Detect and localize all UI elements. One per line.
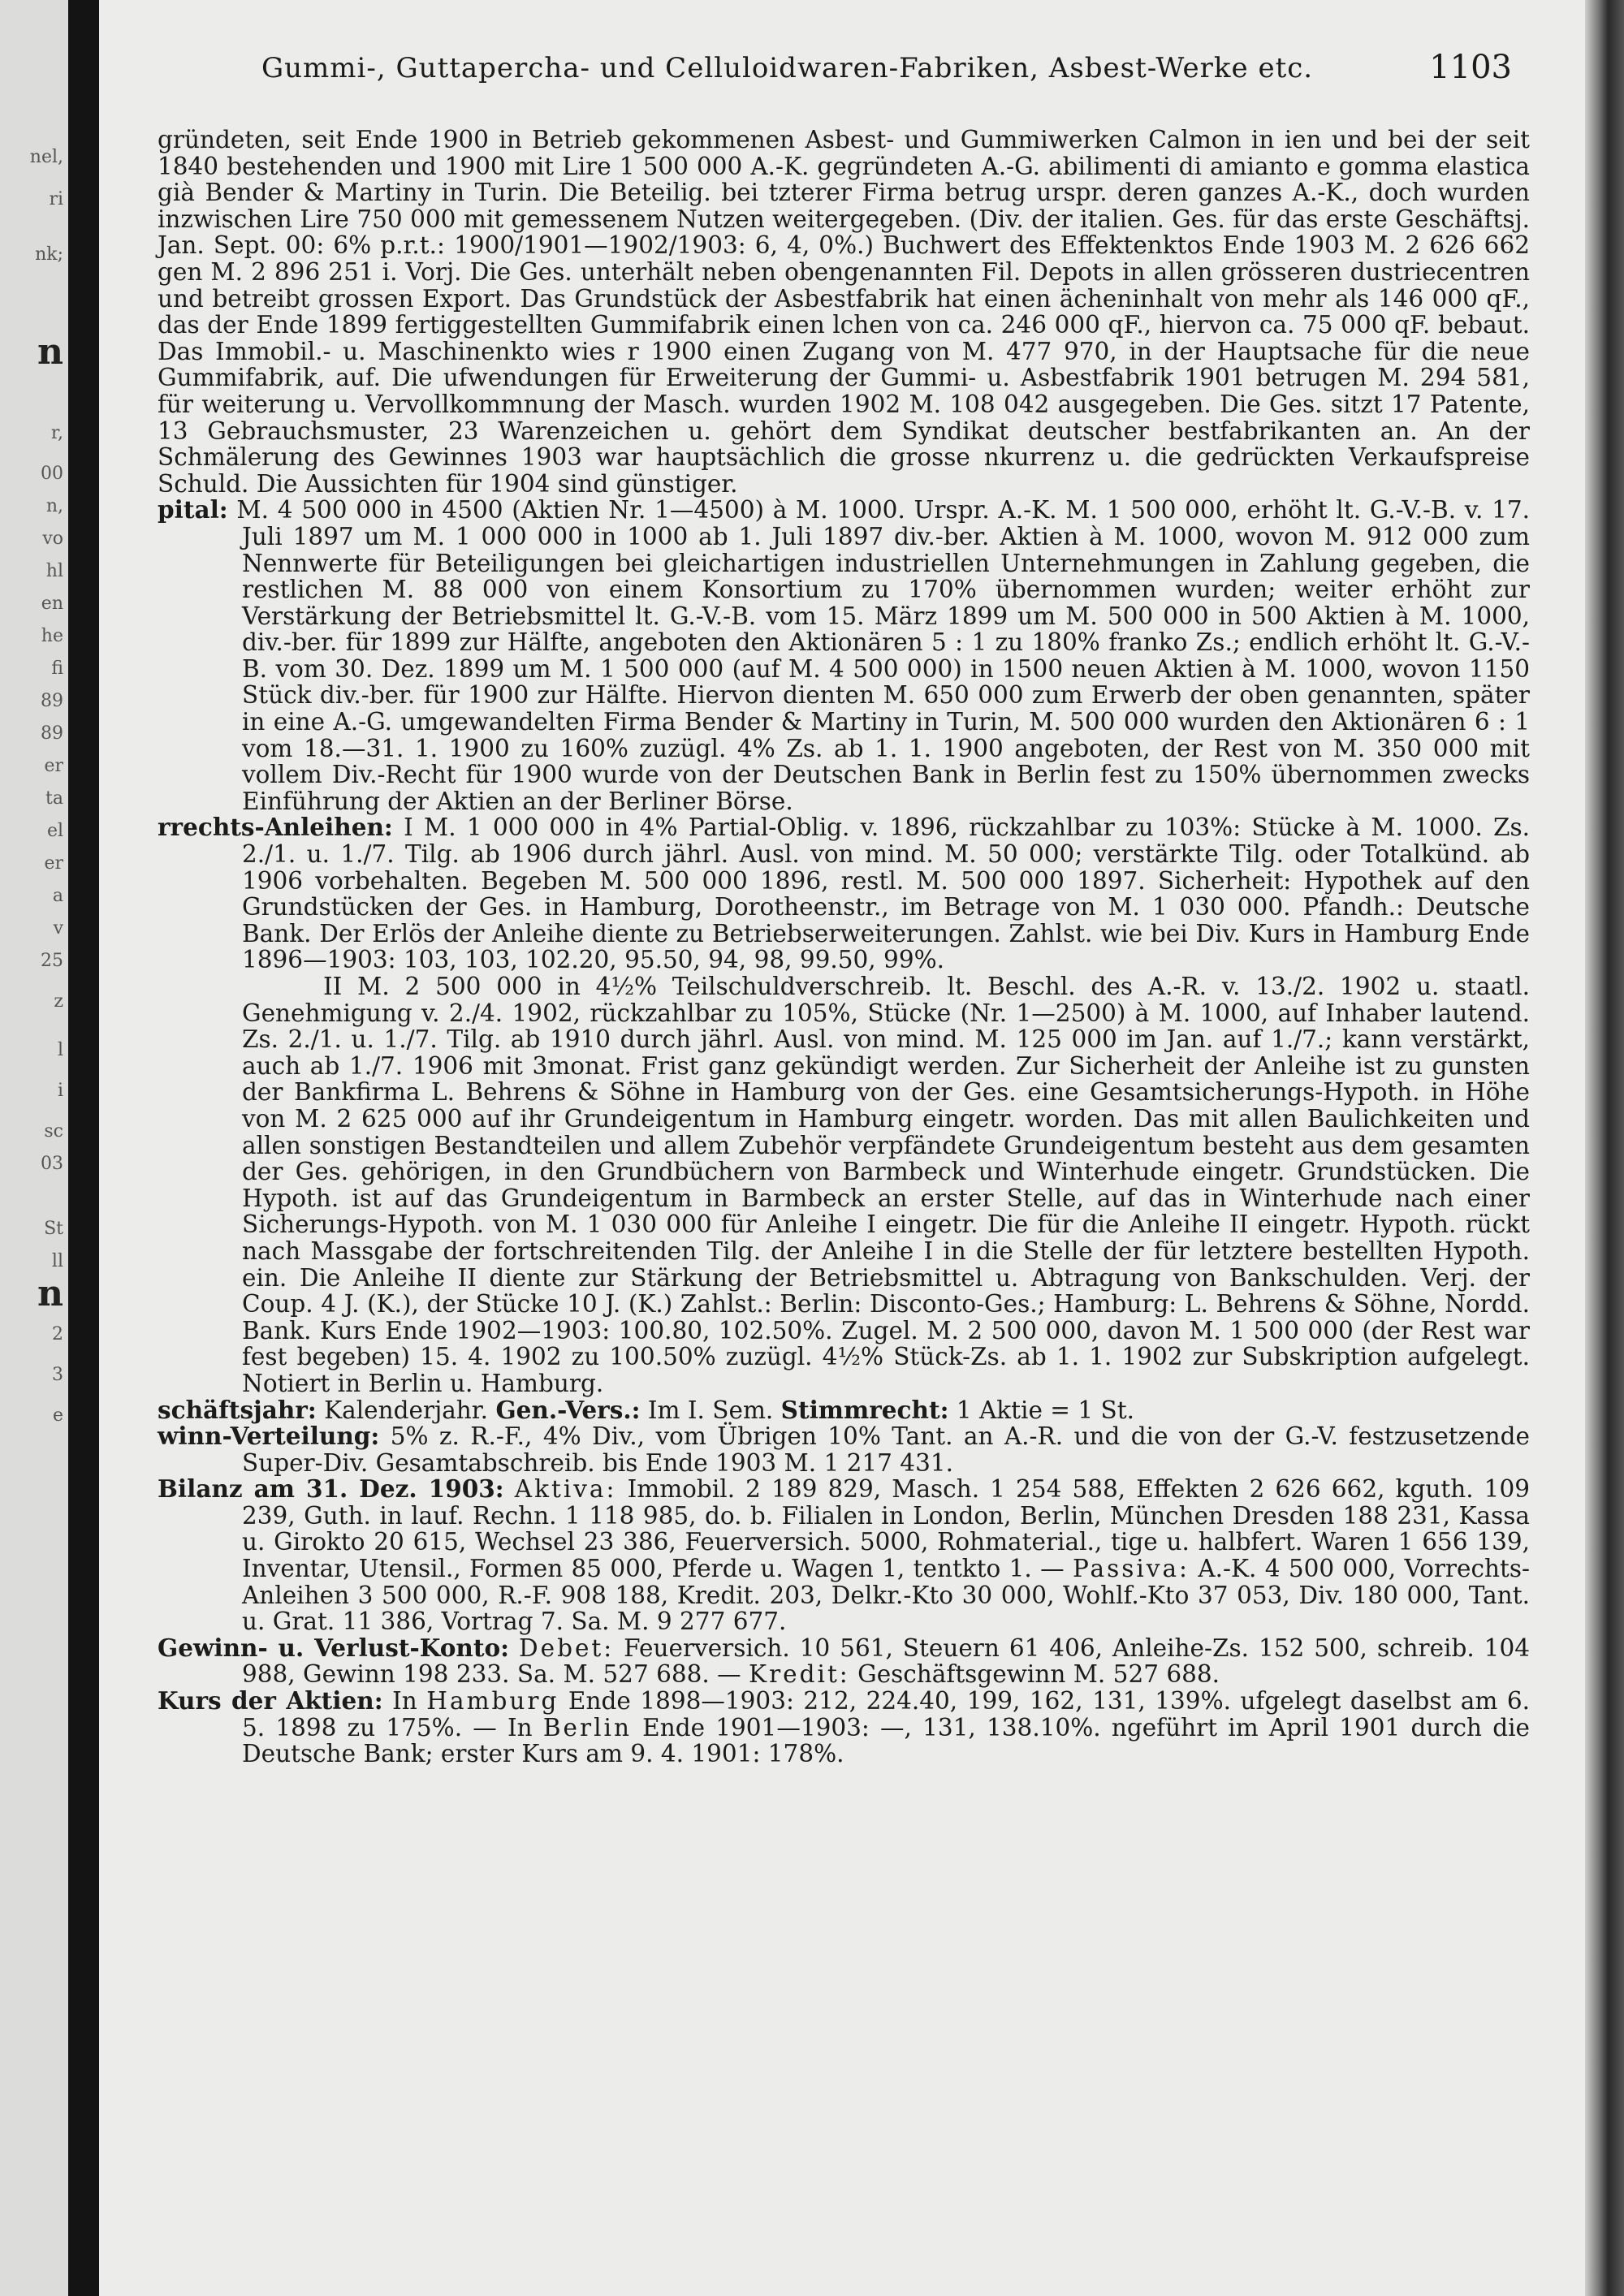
kredit-label: Kredit: (749, 1660, 850, 1689)
adjacent-page-fragment: a (52, 886, 63, 906)
adjacent-page-fragment: ri (49, 189, 63, 209)
kurs-label: Kurs der Aktien: (158, 1686, 383, 1716)
kapital-label: pital: (158, 495, 228, 524)
anleihe-ii-section (158, 973, 1530, 1397)
anleihen-label: rrechts-Anleihen: (158, 813, 393, 842)
adjacent-page-fragment: n, (45, 496, 63, 516)
page-number: 1103 (1429, 49, 1512, 86)
adjacent-page-fragment: ll (51, 1251, 63, 1271)
adjacent-page-fragment: 3 (52, 1365, 63, 1385)
adjacent-page-fragment: l (57, 1040, 63, 1060)
adjacent-page-fragment: 2 (52, 1324, 63, 1344)
anleihen-section (158, 814, 1530, 973)
company-description: gründeten, seit Ende 1900 in Betrieb gekommenen Asbest- und Gummiwerken Calmon in ien und bei der seit 1840 bestehenden und 1900 mit Lire 1 500 000 A.-K. gegründeten A.-G. abilimenti di amianto e gomma elastica già Bender & Martiny in Turin. Die Beteilig. bei tzterer Firma betrug urspr. deren ganzes A.-K., doch wurden inzwischen Lire 750 000 mit gemessenem Nutzen weitergegeben. (Div. der italien. Ges. für das erste Geschäftsj. Jan. Sept. 00: 6% p.r.t.: 1900/1901—1902/1903: 6, 4, 0%.) Buchwert des Effektenktos Ende 1903 M. 2 626 662 gen M. 2 896 251 i. Vorj. Die Ges. unterhält neben obengenannten Fil. Depots in allen grösseren dustriecentren und betreibt grossen Export. Das Grundstück der Asbestfabrik hat einen ächeninhalt von mehr als 146 000 qF., das der Ende 1899 fertiggestellten Gummifabrik einen lchen von ca. 246 000 qF., hiervon ca. 75 000 qF. bebaut. Das Immobil.- u. Maschinenkto wies r 1900 einen Zugang von M. 477 970, in der Hauptsache für die neue Gummifabrik, auf. Die ufwendungen für Erweiterung der Gummi- u. Asbestfabrik 1901 betrugen M. 294 581, für weiterung u. Vervollkommnung der Masch. wurden 1902 M. 108 042 ausgegeben. Die Ges. sitzt 17 Patente, 13 Gebrauchsmuster, 23 Warenzeichen u. gehört dem Syndikat deutscher bestfabrikanten an. An der Schmälerung des Gewinnes 1903 war hauptsächlich die grosse nkurrenz u. die gedrückten Verkaufspreise Schuld. Die Aussichten für 1904 sind günstiger. (158, 126, 1530, 498)
adjacent-page-fragment: el (46, 821, 63, 841)
kapital-text: M. 4 500 000 in 4500 (Aktien Nr. 1—4500) à M. 1000. Urspr. A.-K. M. 1 500 000, erhöht lt. G.-V.-B. v. 17. Juli 1897 um M. 1 000 000 in 1000 ab 1. Juli 1897 div.-ber. Aktien à M. 1000, wovon M. 912 000 zum Nennwerte für Beteiligungen bei gleichartigen industriellen Unternehmungen in Zahlung gegeben, die restlichen M. 88 000 von einem Konsortium zu 170% übernommen wurden; weiter erhöht zur Verstärkung der Betriebsmittel lt. G.-V.-B. vom 15. März 1899 um M. 500 000 in 500 Aktien à M. 1000, div.-ber. für 1899 zur Hälfte, angeboten den Aktionären 5 : 1 zu 180% franko Zs.; endlich erhöht lt. G.-V.-B. vom 30. Dez. 1899 um M. 1 500 000 (auf M. 4 500 000) in 1500 neuen Aktien à M. 1000, wovon 1150 Stück div.-ber. für 1900 zur Hälfte. Hiervon dienten M. 650 000 zum Erwerb der oben genannten, später in eine A.-G. umgewandelten Firma Bender & Martiny in Turin, M. 500 000 wurden den Aktionären 6 : 1 vom 18.—31. 1. 1900 zu 160% zuzügl. 4% Zs. ab 1. 1. 1900 angeboten, der Rest von M. 350 000 mit vollem Div.-Recht für 1900 wurde von der Deutschen Bank in Berlin fest zu 150% übernommen zwecks Einführung der Aktien an der Berliner Börse. (227, 496, 1530, 815)
adjacent-page-fragment: nk; (35, 244, 63, 265)
kurs-berlin: Berlin (542, 1713, 632, 1741)
passiva-label: Passiva: (1072, 1555, 1190, 1583)
gen-vers-label: Gen.-Vers.: (495, 1395, 641, 1424)
anleihe-ii-text: II M. 2 500 000 in 4½% Teilschuldverschreib. lt. Beschl. des A.-R. v. 13./2. 1902 u. staatl. Genehmigung v. 2./4. 1902, rückzahlbar zu 105%, Stücke (Nr. 1—2500) à M. 1000, auf Inhaber lautend. Zs. 2./1. u. 1./7. Tilg. ab 1910 durch jährl. Ausl. von mind. M. 125 000 im Jan. auf 1./7.; kann verstärkt, auch ab 1./7. 1906 mit 3monat. Frist ganz gekündigt werden. Zur Sicherheit der Anleihe ist zu gunsten der Bankfirma L. Behrens & Söhne in Hamburg von der Ges. eine Gesamtsicherungs-Hypoth. in Höhe von M. 2 625 000 auf ihr Grundeigentum in Hamburg eingetr. worden. Das mit allen Baulichkeiten und allen sonstigen Bestandteilen und allem Zubehör verpfändete Grundeigentum besteht aus dem gesamten der Ges. gehörigen, in den Grundbüchern von Barmbeck und Winterhude eingetr. Grundstücken. Die Hypoth. ist auf das Grundeigentum in Barmbeck an erster Stelle, auf das in Winterhude nach einer Sicherungs-Hypoth. von M. 1 030 000 für Anleihe I eingetr. Die für die Anleihe II eingetr. Hypoth. rückt nach Massgabe der fortschreitenden Tilg. der Anleihe I in die Stelle der für letztere bestellten Hypoth. ein. Die Anleihe II diente zur Stärkung der Betriebsmittel u. Abtragung von Bankschulden. Verj. der Coup. 4 J. (K.), der Stücke 10 J. (K.) Zahlst.: Berlin: Disconto-Ges.; Hamburg: L. Behrens & Söhne, Nordd. Bank. Kurs Ende 1902—1903: 100.80, 102.50%. Zugel. M. 2 500 000, davon M. 1 500 000 (der Rest war fest begeben) 15. 4. 1902 zu 100.50% zuzügl. 4½% Stück-Zs. ab 1. 1. 1902 zur Subskription aufgelegt. Notiert in Berlin u. Hamburg. (242, 973, 1530, 1397)
page-body (158, 127, 1530, 1767)
gewinn-verteilung-label: winn-Verteilung: (158, 1422, 380, 1451)
book-gutter (68, 0, 99, 2296)
geschaeftsjahr-label: schäftsjahr: (158, 1395, 317, 1424)
page-edge (1585, 0, 1624, 2296)
guv-section: Gewinn- u. Verlust-Konto: Debet: Feuerversich. 10 561, Steuern 61 406, Anleihe-Zs. 152 500, schreib. 104 988, Gewinn 198 233. Sa. M. 527 688. — Kredit: Geschäftsgewinn M. 527 688. (158, 1633, 1530, 1689)
bilanz-section: Bilanz am 31. Dez. 1903: Aktiva: Immobil. 2 189 829, Masch. 1 254 588, Effekten 2 626 662, kguth. 109 239, Guth. in lauf. Rechn. 1 118 985, do. b. Filialen in London, Berlin, München Dresden 188 231, Kassa u. Girokto 20 615, Wechsel 23 386, Feuerversich. 5000, Rohmaterial., tige u. halbfert. Waren 1 656 139, Inventar, Utensil., Formen 85 000, Pferde u. Wagen 1, tentkto 1. — Passiva: A.-K. 4 500 000, Vorrechts-Anleihen 3 500 000, R.-F. 908 188, Kredit. 203, Delkr.-Kto 30 000, Wohlf.-Kto 37 053, Div. 180 000, Tant. u. Grat. 11 386, Vortrag 7. Sa. M. 9 277 677. (158, 1474, 1530, 1636)
adjacent-page-fragment: nel, (29, 147, 63, 167)
adjacent-page-fragment: er (44, 756, 63, 776)
adjacent-page-fragment: 89 (41, 723, 63, 744)
book-page (99, 0, 1585, 2296)
adjacent-page-fragment: n (37, 1283, 63, 1306)
bilanz-label: Bilanz am 31. Dez. 1903: (158, 1474, 504, 1504)
running-title: Gummi-, Guttapercha- und Celluloidwaren-Fabriken, Asbest-Werke etc. (261, 52, 1314, 84)
adjacent-page-fragment: 03 (41, 1154, 63, 1174)
kurs-section: Kurs der Aktien: In Hamburg Ende 1898—1903: 212, 224.40, 199, 162, 131, 139%. ufgelegt daselbst am 6. 5. 1898 zu 175%. — In Berlin Ende 1901—1903: —, 131, 138.10%. ngeführt im April 1901 durch die Deutsche Bank; erster Kurs am 9. 4. 1901: 178%. (158, 1686, 1530, 1768)
kurs-hamburg: Hamburg (426, 1687, 559, 1716)
adjacent-page-fragment: 00 (41, 464, 63, 484)
anleihen-text: I M. 1 000 000 in 4% Partial-Oblig. v. 1896, rückzahlbar zu 103%: Stücke à M. 1000. Zs. 2./1. u. 1./7. Tilg. ab 1906 durch jährl. Ausl. von mind. M. 50 000; verstärkte Tilg. oder Totalkünd. ab 1906 vorbehalten. Begeben M. 500 000 1896, restl. M. 500 000 1897. Sicherheit: Hypothek auf den Grundstücken der Ges. in Hamburg, Dorotheenstr., im Betrage von M. 1 030 000. Pfandh.: Deutsche Bank. Der Erlös der Anleihe diente zu Betriebserweiterungen. Zahlst. wie bei Div. Kurs in Hamburg Ende 1896—1903: 103, 103, 102.20, 95.50, 94, 98, 99.50, 99%. (242, 814, 1530, 974)
stimmrecht-label: Stimmrecht: (780, 1395, 949, 1424)
adjacent-page-fragment: e (52, 1405, 63, 1426)
adjacent-page-fragment: r, (50, 423, 63, 443)
adjacent-page-fragment: en (41, 593, 63, 614)
adjacent-page-fragment: he (41, 626, 63, 646)
gewinn-verteilung-section: winn-Verteilung: 5% z. R.-F., 4% Div., vom Übrigen 10% Tant. an A.-R. und die von der G.-V. festzusetzende Super-Div. Gesamtabschreib. bis Ende 1903 M. 1 217 431. (158, 1422, 1530, 1477)
adjacent-page-fragment: fi (51, 658, 63, 679)
adjacent-page-fragment: v (53, 918, 63, 939)
adjacent-page-fragment: i (57, 1081, 63, 1101)
adjacent-page-strip (0, 0, 68, 2296)
debet-label: Debet: (518, 1634, 615, 1662)
adjacent-page-fragment: ta (45, 788, 63, 809)
adjacent-page-fragment: St (44, 1219, 63, 1239)
aktiva-label: Aktiva: (514, 1475, 617, 1504)
adjacent-page-fragment: 25 (41, 951, 63, 971)
guv-label: Gewinn- u. Verlust-Konto: (158, 1633, 510, 1662)
adjacent-page-fragment: sc (44, 1121, 63, 1142)
adjacent-page-fragment: hl (45, 561, 63, 581)
adjacent-page-fragment: 89 (41, 691, 63, 711)
adjacent-page-fragment: vo (42, 529, 63, 549)
geschaeftsjahr-line: schäftsjahr: Kalenderjahr. Gen.-Vers.: Im I. Sem. Stimmrecht: 1 Aktie = 1 St. (158, 1395, 1134, 1424)
adjacent-page-fragment: z (54, 991, 63, 1012)
adjacent-page-fragment: n (37, 341, 63, 364)
page-header (261, 49, 1512, 93)
adjacent-page-fragment: er (44, 853, 63, 874)
kapital-section (158, 497, 1530, 814)
